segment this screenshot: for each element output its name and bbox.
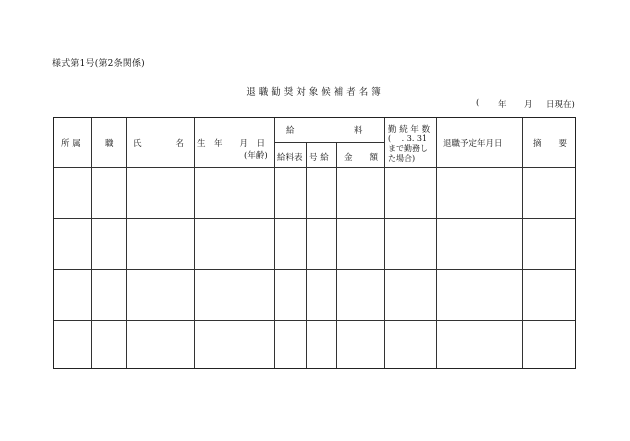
table-row: [54, 270, 575, 320]
salary-subheader-divider: [274, 142, 384, 143]
header-salary-table: 給料表: [277, 153, 303, 163]
header-birthdate: 生 年 月 日: [197, 139, 266, 149]
header-name: 氏 名: [133, 139, 185, 149]
table-row: [54, 219, 575, 269]
date-day-label: 日現在): [546, 100, 575, 110]
as-of-date: [476, 98, 578, 110]
date-month-label: 月: [524, 100, 533, 110]
table-row: [54, 168, 575, 218]
header-age: (年齢): [244, 151, 268, 161]
table-row: [54, 321, 575, 369]
header-position: 職: [105, 139, 114, 149]
date-year-label: 年: [498, 100, 507, 110]
header-service-date: ( . 3. 31: [388, 134, 428, 143]
header-summary: 摘 要: [533, 139, 568, 149]
document-title: 退職勧奨対象候補者名簿: [246, 87, 384, 98]
header-amount: 金 額: [344, 153, 379, 163]
form-label: 様式第1号(第2条関係): [52, 59, 145, 69]
header-affiliation: 所 属: [61, 139, 81, 149]
header-service-note1: まで勤務し: [388, 144, 428, 153]
header-salary: 給 料: [286, 126, 363, 136]
header-grade: 号 給: [309, 153, 329, 163]
header-service-note2: た場合): [388, 154, 416, 163]
header-service-years: 勤 続 年 数: [388, 125, 431, 135]
candidate-table: [53, 117, 576, 369]
header-retire-date: 退職予定年月日: [443, 139, 503, 149]
date-open-paren: (: [476, 98, 480, 108]
